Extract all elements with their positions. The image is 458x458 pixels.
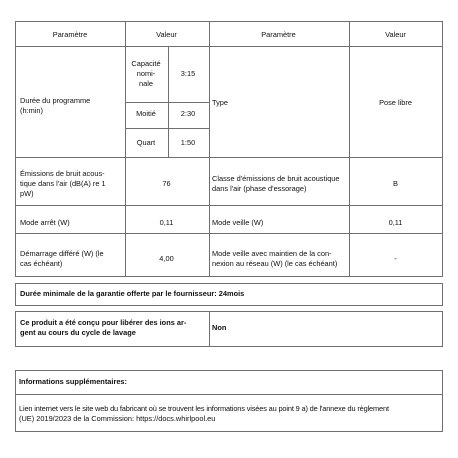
delayed-start-label: cas échéant) <box>20 259 63 268</box>
half-label: Moitié <box>136 109 156 118</box>
standby-mode-label: Mode veille (W) <box>212 218 264 227</box>
spec-table <box>15 21 443 277</box>
header-value-right: Valeur <box>385 30 406 39</box>
row-divider <box>125 128 209 129</box>
row-divider <box>16 233 442 234</box>
row-divider <box>16 157 442 158</box>
capacity-label-line: Capacité <box>131 59 161 68</box>
additional-info-title: Informations supplémentaires: <box>19 377 128 386</box>
type-label: Type <box>212 98 229 107</box>
quarter-duration-value: 1:50 <box>180 138 196 147</box>
type-value: Pose libre <box>379 98 412 107</box>
row-divider <box>16 394 442 395</box>
header-param-right: Paramètre <box>261 30 296 39</box>
row-divider <box>16 46 442 47</box>
noise-emission-label: pW) <box>20 189 34 198</box>
header-param-left: Paramètre <box>52 30 88 39</box>
networked-standby-label: nexion au réseau (W) (le cas échéant) <box>212 259 338 268</box>
silver-ions-label: gent au cours du cycle de lavage <box>20 328 136 337</box>
noise-class-value: B <box>393 179 398 188</box>
capacity-label-line: nale <box>139 79 153 88</box>
off-mode-label: Mode arrêt (W) <box>20 218 70 227</box>
column-divider <box>349 22 350 276</box>
noise-emission-label: Émissions de bruit acous- <box>20 169 105 178</box>
warranty-text: Durée minimale de la garantie offerte par le fournisseur: 24mois <box>20 289 245 298</box>
row-divider <box>16 205 442 206</box>
header-value-left: Valeur <box>156 30 177 39</box>
noise-emission-value: 76 <box>162 179 171 188</box>
standby-mode-value: 0,11 <box>388 218 403 227</box>
silver-ions-label: Ce produit a été conçu pour libérer des ions ar- <box>20 318 187 327</box>
capacity-label-line: nomi- <box>136 69 156 78</box>
silver-ions-value: Non <box>212 323 227 332</box>
capacity-duration-value: 3:15 <box>180 69 196 78</box>
column-divider <box>209 312 210 346</box>
program-duration-unit: (h:min) <box>20 106 43 115</box>
noise-emission-label: tique dans l'air (dB(A) re 1 <box>20 179 106 188</box>
delayed-start-value: 4,00 <box>159 254 174 263</box>
additional-info-text: (UE) 2019/2023 de la Commission: https://docs.whirlpool.eu <box>19 414 216 423</box>
networked-standby-value: - <box>394 254 397 263</box>
noise-class-label: dans l'air (phase d'essorage) <box>212 184 307 193</box>
noise-class-label: Classe d'émissions de bruit acoustique <box>212 174 340 183</box>
off-mode-value: 0,11 <box>159 218 174 227</box>
column-divider <box>209 22 210 276</box>
additional-info-text: Lien internet vers le site web du fabricant où se trouvent les informations visées au point 9 a) de l'annexe du règlement <box>19 404 389 413</box>
half-duration-value: 2:30 <box>180 109 196 118</box>
row-divider <box>125 102 209 103</box>
program-duration-label: Durée du programme <box>20 96 91 105</box>
delayed-start-label: Démarrage différé (W) (le <box>20 249 104 258</box>
networked-standby-label: Mode veille avec maintien de la con- <box>212 249 332 258</box>
quarter-label: Quart <box>136 138 156 147</box>
